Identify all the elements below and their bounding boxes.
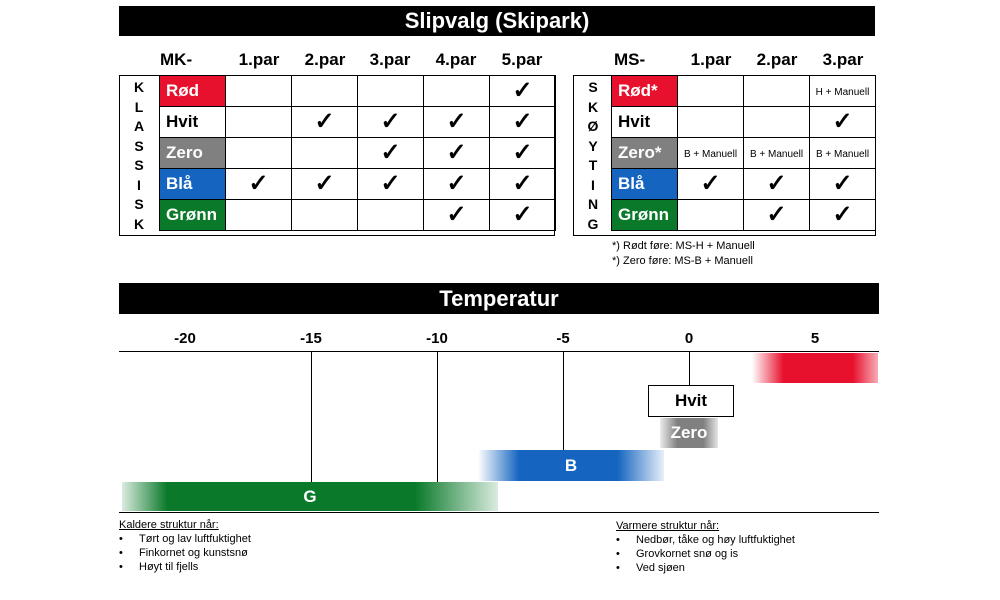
klassisk-cell xyxy=(424,107,490,138)
klassisk-cell xyxy=(490,169,556,200)
klassisk-row xyxy=(160,169,556,200)
vertical-letter: Ø xyxy=(587,118,599,134)
gridline-minus5 xyxy=(563,352,564,450)
tick-0: 0 xyxy=(684,330,694,347)
klassisk-cell xyxy=(226,107,292,138)
skoyting-row xyxy=(612,76,876,107)
tick-5: 5 xyxy=(810,330,820,347)
band-zero xyxy=(660,418,718,448)
temperatur-bottom-line xyxy=(119,512,879,513)
klassisk-cell xyxy=(424,200,490,231)
skoyting-cell-text: H + Manuell xyxy=(815,87,870,98)
checkmark-icon: ✓ xyxy=(766,170,787,197)
checkmark-icon: ✓ xyxy=(512,170,533,197)
band-rod xyxy=(752,353,878,383)
klassisk-row xyxy=(160,200,556,231)
klassisk-cell xyxy=(490,107,556,138)
checkmark-icon: ✓ xyxy=(766,201,787,228)
checkmark-icon: ✓ xyxy=(700,170,721,197)
vertical-letter: I xyxy=(591,176,595,193)
checkmark-icon: ✓ xyxy=(380,170,401,197)
klassisk-vertical-label xyxy=(128,78,150,234)
skoyting-cell xyxy=(810,200,876,231)
klassisk-cell xyxy=(358,169,424,200)
checkmark-icon: ✓ xyxy=(314,170,335,197)
skoyting-row-label: Grønn xyxy=(612,200,678,231)
vertical-letter: S xyxy=(588,79,598,95)
slipvalg-title-bar xyxy=(119,6,875,36)
klassisk-cell xyxy=(424,169,490,200)
skoyting-cell xyxy=(678,200,744,231)
skoyting-cell xyxy=(744,169,810,200)
checkmark-icon: ✓ xyxy=(512,108,533,135)
klassisk-header-1par: 1.par xyxy=(238,50,280,69)
skoyting-cell xyxy=(810,138,876,169)
klassisk-cell xyxy=(490,138,556,169)
skoyting-cell xyxy=(744,107,810,138)
vertical-letter: A xyxy=(133,118,145,134)
vertical-letter: K xyxy=(133,215,145,232)
skoyting-vertical-label xyxy=(582,78,604,234)
vertical-letter: I xyxy=(137,176,141,193)
klassisk-cell xyxy=(490,200,556,231)
tick-minus10: -10 xyxy=(426,330,448,347)
klassisk-header-5par: 5.par xyxy=(501,50,543,69)
checkmark-icon: ✓ xyxy=(446,139,467,166)
skoyting-cell-text: B + Manuell xyxy=(749,149,804,160)
vertical-letter: K xyxy=(133,79,145,95)
band-g-label: G xyxy=(303,486,317,506)
slipvalg-title: Slipvalg (Skipark) xyxy=(404,8,590,33)
skoyting-cell-text: B + Manuell xyxy=(683,149,738,160)
klassisk-row-label: Hvit xyxy=(160,107,226,138)
checkmark-icon: ✓ xyxy=(446,108,467,135)
checkmark-icon: ✓ xyxy=(832,108,853,135)
klassisk-cell xyxy=(424,138,490,169)
vertical-letter: Y xyxy=(588,137,598,154)
kaldere-item: • Tørt og lav luftfuktighet xyxy=(119,533,251,545)
band-zero-label: Zero xyxy=(670,423,708,442)
skoyting-cell xyxy=(810,107,876,138)
klassisk-row-label: Rød xyxy=(160,76,226,107)
vertical-letter: S xyxy=(134,157,144,173)
vertical-letter: L xyxy=(134,98,144,115)
skoyting-cell xyxy=(678,138,744,169)
skoyting-row-label: Blå xyxy=(612,169,678,200)
skoyting-cell-text: B + Manuell xyxy=(815,149,870,160)
klassisk-cell xyxy=(358,138,424,169)
checkmark-icon: ✓ xyxy=(248,170,269,197)
kaldere-notes xyxy=(119,519,251,575)
kaldere-item: • Høyt til fjells xyxy=(119,561,251,573)
footnote-rodt: *) Rødt føre: MS-H + Manuell xyxy=(612,240,755,252)
skoyting-header-2par: 2.par xyxy=(756,50,798,69)
klassisk-cell xyxy=(424,76,490,107)
skoyting-cell xyxy=(744,76,810,107)
checkmark-icon: ✓ xyxy=(512,139,533,166)
skoyting-cell xyxy=(678,169,744,200)
klassisk-cell xyxy=(490,76,556,107)
temperatur-title: Temperatur xyxy=(439,285,559,311)
vertical-letter: K xyxy=(587,98,599,115)
klassisk-cell xyxy=(292,200,358,231)
vertical-letter: S xyxy=(134,196,144,212)
klassisk-cell xyxy=(292,107,358,138)
klassisk-cell xyxy=(292,138,358,169)
varmere-title: Varmere struktur når: xyxy=(616,520,720,532)
checkmark-icon: ✓ xyxy=(832,201,853,228)
checkmark-icon: ✓ xyxy=(512,77,533,104)
klassisk-cell xyxy=(226,169,292,200)
klassisk-cell xyxy=(358,76,424,107)
klassisk-row xyxy=(160,107,556,138)
checkmark-icon: ✓ xyxy=(832,170,853,197)
klassisk-cell xyxy=(226,138,292,169)
checkmark-icon: ✓ xyxy=(512,201,533,228)
klassisk-row-label: Zero xyxy=(160,138,226,169)
band-hvit xyxy=(648,385,734,417)
skoyting-table xyxy=(611,75,876,231)
band-hvit-label: Hvit xyxy=(674,391,708,410)
band-b-label: B xyxy=(564,455,578,475)
klassisk-cell xyxy=(226,76,292,107)
varmere-item: • Nedbør, tåke og høy luftfuktighet xyxy=(616,534,795,546)
skoyting-header-1par: 1.par xyxy=(690,50,732,69)
skoyting-row-label: Rød* xyxy=(612,76,678,107)
vertical-letter: S xyxy=(134,137,144,154)
band-g xyxy=(122,482,498,511)
checkmark-icon: ✓ xyxy=(446,170,467,197)
kaldere-title: Kaldere struktur når: xyxy=(119,519,219,531)
klassisk-row xyxy=(160,138,556,169)
gridline-minus15 xyxy=(311,352,312,482)
skoyting-cell xyxy=(678,107,744,138)
skoyting-cell xyxy=(744,138,810,169)
klassisk-header-mk: MK- xyxy=(160,50,193,69)
checkmark-icon: ✓ xyxy=(446,201,467,228)
skoyting-cell xyxy=(744,200,810,231)
klassisk-cell xyxy=(292,76,358,107)
skoyting-cell xyxy=(810,76,876,107)
skoyting-header-ms: MS- xyxy=(614,50,646,69)
tick-minus15: -15 xyxy=(300,330,322,347)
klassisk-row xyxy=(160,76,556,107)
temperatur-title-bar xyxy=(119,283,879,314)
klassisk-cell xyxy=(358,200,424,231)
tick-minus5: -5 xyxy=(556,330,570,347)
gridline-0 xyxy=(689,352,690,385)
skoyting-row-label: Hvit xyxy=(612,107,678,138)
klassisk-cell xyxy=(226,200,292,231)
skoyting-row xyxy=(612,169,876,200)
skoyting-row xyxy=(612,107,876,138)
checkmark-icon: ✓ xyxy=(380,139,401,166)
varmere-notes xyxy=(616,520,795,576)
checkmark-icon: ✓ xyxy=(380,108,401,135)
tick-minus20: -20 xyxy=(174,330,196,347)
vertical-letter: T xyxy=(588,157,598,173)
gridline-minus10 xyxy=(437,352,438,482)
klassisk-cell xyxy=(358,107,424,138)
varmere-item: • Grovkornet snø og is xyxy=(616,548,795,560)
skoyting-row-label: Zero* xyxy=(612,138,678,169)
varmere-item: • Ved sjøen xyxy=(616,562,795,574)
skoyting-row xyxy=(612,200,876,231)
vertical-letter: G xyxy=(587,215,599,232)
skoyting-cell xyxy=(678,76,744,107)
klassisk-row-label: Blå xyxy=(160,169,226,200)
checkmark-icon: ✓ xyxy=(314,108,335,135)
klassisk-cell xyxy=(292,169,358,200)
klassisk-header-4par: 4.par xyxy=(435,50,477,69)
klassisk-table xyxy=(159,75,556,231)
vertical-letter: N xyxy=(587,196,599,212)
klassisk-header-2par: 2.par xyxy=(304,50,346,69)
skoyting-cell xyxy=(810,169,876,200)
kaldere-item: • Finkornet og kunstsnø xyxy=(119,547,251,559)
klassisk-row-label: Grønn xyxy=(160,200,226,231)
skoyting-header-3par: 3.par xyxy=(822,50,864,69)
klassisk-header-3par: 3.par xyxy=(369,50,411,69)
footnote-zero: *) Zero føre: MS-B + Manuell xyxy=(612,255,753,267)
band-b xyxy=(478,450,664,481)
temperatur-axis-line xyxy=(119,351,879,352)
skoyting-row xyxy=(612,138,876,169)
